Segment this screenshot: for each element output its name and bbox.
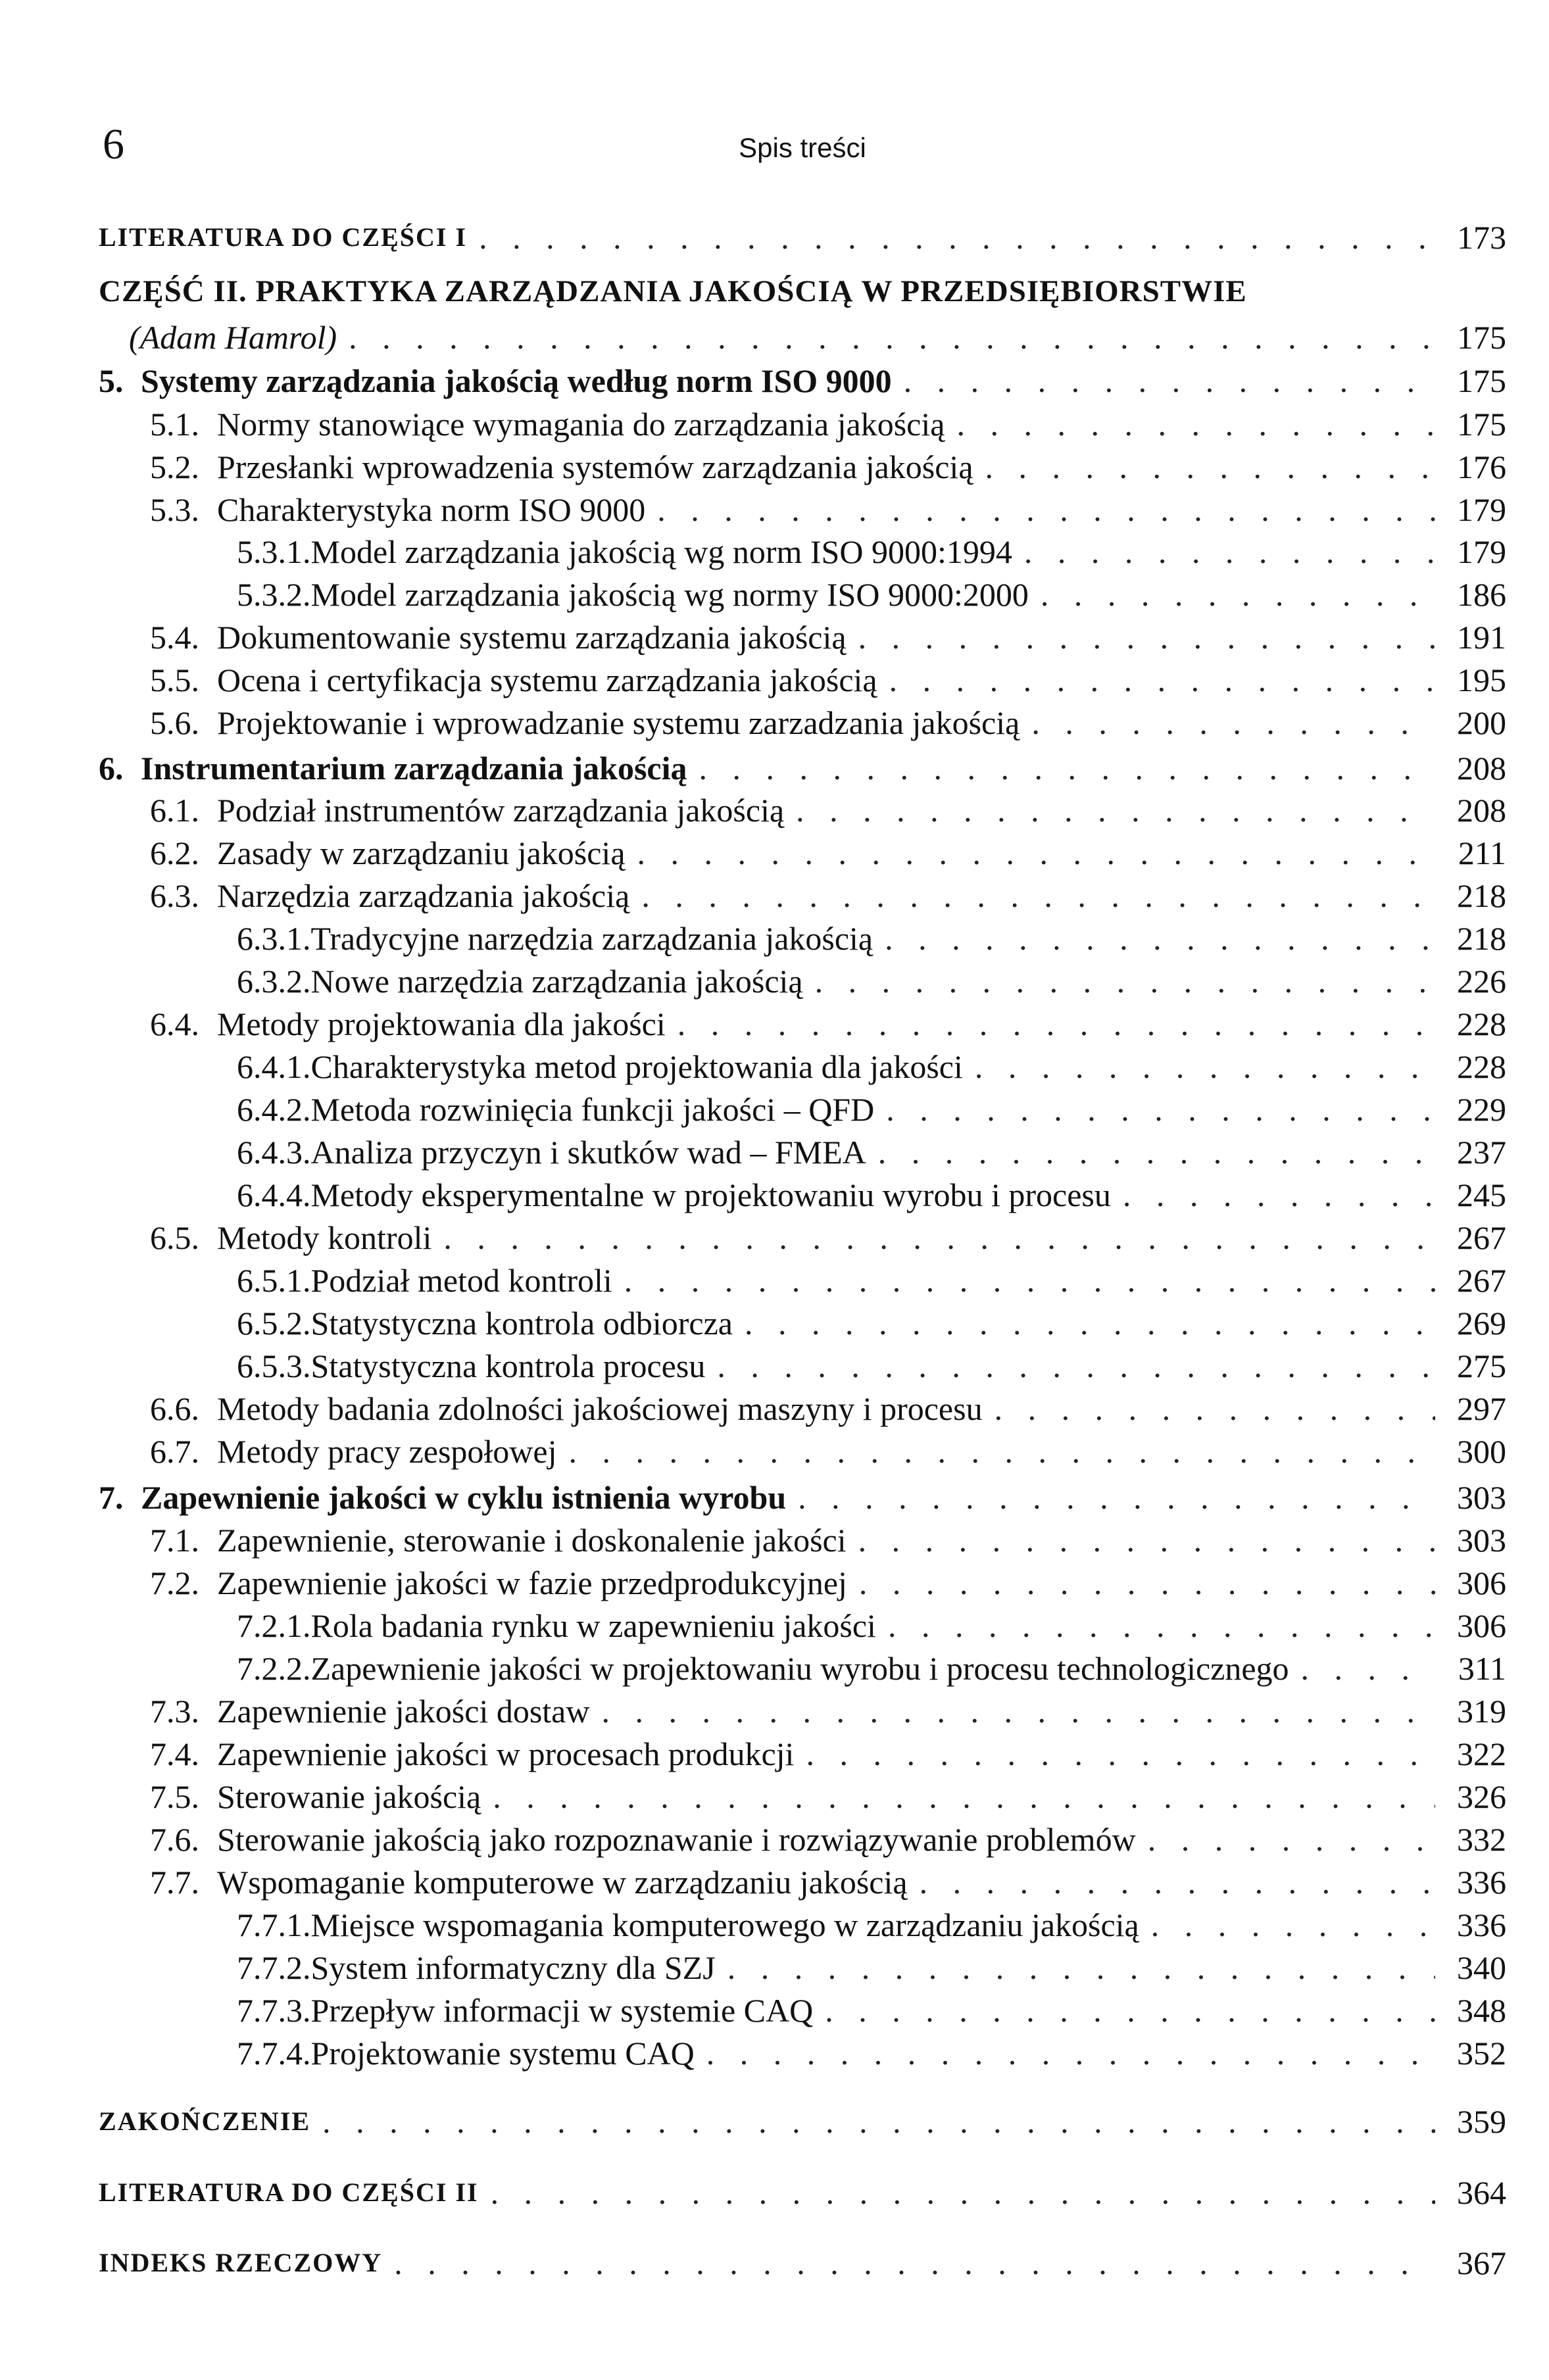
toc-page-number: 340: [1457, 1949, 1506, 1986]
section-number: 6.5.2.: [237, 1305, 311, 1342]
section-title: Model zarządzania jakością wg norm ISO 9000:1994: [310, 533, 1012, 570]
toc-page-number: 326: [1457, 1778, 1506, 1815]
section-title: Charakterystyka metod projektowania dla jakości: [310, 1048, 963, 1085]
toc-entry: [99, 874, 1506, 917]
dot-leader: [886, 1088, 1435, 1131]
toc-page-number: 352: [1457, 2035, 1506, 2072]
dot-leader: [1148, 1818, 1435, 1861]
toc-page-number: 332: [1457, 1821, 1506, 1858]
section-number: 7.1.: [150, 1522, 199, 1559]
section-title: Projektowanie systemu CAQ: [310, 2035, 695, 2072]
toc-entry: [99, 1259, 1506, 1302]
toc-entry: [99, 1647, 1506, 1690]
section-title: Przepływ informacji w systemie CAQ: [310, 1992, 814, 2029]
section-number: 7.7.3.: [237, 1992, 311, 2029]
section-title: Model zarządzania jakością wg normy ISO 9000:2000: [310, 576, 1029, 613]
toc-page-number: 229: [1457, 1091, 1506, 1128]
part-title: CZĘŚĆ II. PRAKTYKA ZARZĄDZANIA JAKOŚCIĄ W PRZEDSIĘBIORSTWIE: [99, 274, 1247, 308]
toc-page-number: 303: [1457, 1479, 1506, 1516]
section-title: Zapewnienie jakości w projektowaniu wyrobu i procesu technologicznego: [310, 1650, 1289, 1687]
section-title: Metody pracy zespołowej: [217, 1433, 557, 1470]
section-title: Podział metod kontroli: [310, 1262, 612, 1299]
section-title: Dokumentowanie systemu zarządzania jakością: [217, 619, 847, 656]
section-number: 6.1.: [150, 792, 199, 829]
section-number: 5.1.: [150, 406, 199, 443]
toc-page-number: 191: [1457, 619, 1506, 656]
toc-page-number: 200: [1457, 704, 1506, 741]
dot-leader: [1151, 1903, 1435, 1947]
section-number: 7.2.2.: [237, 1650, 311, 1687]
section-number: 5.3.2.: [237, 576, 311, 613]
toc-page-number: 228: [1457, 1006, 1506, 1042]
dot-leader: [745, 1301, 1435, 1345]
dot-leader: [1301, 1647, 1435, 1690]
dot-leader: [1024, 530, 1435, 573]
toc-page-number: 228: [1457, 1048, 1506, 1085]
section-number: 6.3.2.: [237, 963, 311, 1000]
dot-leader: [657, 488, 1435, 531]
chapter-number: 6.: [99, 750, 124, 787]
section-number: 6.4.1.: [237, 1048, 311, 1085]
toc-page-number: 322: [1457, 1736, 1506, 1772]
toc-entry: [99, 488, 1506, 531]
section-number: 7.6.: [150, 1821, 199, 1858]
section-number: 7.7.: [150, 1864, 199, 1901]
section-title: Statystyczna kontrola procesu: [310, 1348, 706, 1384]
section-number: 7.7.1.: [237, 1906, 311, 1943]
dot-leader: [859, 1561, 1435, 1605]
chapter-number: 5.: [99, 362, 124, 399]
section-title: Zapewnienie, sterowanie i doskonalenie jakości: [217, 1522, 847, 1559]
section-title: Tradycyjne narzędzia zarządzania jakością: [310, 920, 873, 957]
section-title: Nowe narzędzia zarządzania jakością: [310, 963, 803, 1000]
toc-page-number: 211: [1458, 835, 1506, 871]
toc-entry: [99, 530, 1506, 573]
dot-leader: [322, 2100, 1435, 2143]
toc-page-number: 186: [1457, 576, 1506, 613]
toc-page-number: 306: [1457, 1607, 1506, 1644]
section-number: 7.3.: [150, 1693, 199, 1730]
toc-page-number: 297: [1457, 1390, 1506, 1427]
toc-page-number: 179: [1457, 491, 1506, 528]
toc-page-number: 319: [1457, 1693, 1506, 1730]
dot-leader: [985, 445, 1435, 489]
dot-leader: [717, 1344, 1435, 1388]
dot-leader: [641, 874, 1435, 917]
toc-page-number: 267: [1457, 1262, 1506, 1299]
section-title: Zasady w zarządzaniu jakością: [217, 835, 626, 871]
section-number: 6.5.: [150, 1219, 199, 1256]
toc-chapter: [99, 746, 1506, 790]
dot-leader: [796, 789, 1435, 832]
toc-entry: [99, 316, 1506, 359]
toc-entry: [99, 1561, 1506, 1605]
running-title: Spis treści: [739, 132, 866, 163]
toc-entry: [99, 701, 1506, 744]
part-author: (Adam Hamrol): [129, 319, 337, 356]
toc-entry: [99, 1430, 1506, 1473]
dot-leader: [904, 359, 1435, 402]
toc-page-number: 269: [1457, 1305, 1506, 1342]
dot-leader: [956, 402, 1435, 446]
section-number: 5.5.: [150, 662, 199, 698]
toc-page-number: 364: [1457, 2174, 1506, 2211]
dot-leader: [699, 746, 1436, 790]
toc-page-number: 237: [1457, 1134, 1506, 1171]
toc-page-number: 267: [1457, 1219, 1506, 1256]
toc-page-number: 303: [1457, 1522, 1506, 1559]
section-title: Zapewnienie jakości dostaw: [217, 1693, 590, 1730]
toc-entry: [99, 917, 1506, 960]
dot-leader: [601, 1689, 1435, 1733]
toc-entry: [99, 402, 1506, 446]
toc-page-number: 179: [1457, 533, 1506, 570]
toc-entry: [99, 1344, 1506, 1388]
dot-leader: [394, 2241, 1435, 2285]
toc-entry-title: LITERATURA DO CZĘŚCI II: [99, 2177, 479, 2207]
dot-leader: [569, 1430, 1435, 1473]
dot-leader: [677, 1002, 1435, 1046]
toc-entry: [99, 445, 1506, 489]
section-number: 5.4.: [150, 619, 199, 656]
toc-entry-title: INDEKS RZECZOWY: [99, 2248, 383, 2277]
dot-leader: [349, 316, 1435, 359]
toc-entry: [99, 1088, 1506, 1131]
toc-entry: [99, 1732, 1506, 1776]
section-number: 6.6.: [150, 1390, 199, 1427]
toc-entry: [99, 1130, 1506, 1174]
toc-page-number: 208: [1457, 792, 1506, 829]
section-title: Sterowanie jakością jako rozpoznawanie i rozwiązywanie problemów: [217, 1821, 1136, 1858]
section-number: 7.7.2.: [237, 1949, 311, 1986]
section-number: 6.3.: [150, 877, 199, 914]
toc-page-number: 311: [1458, 1650, 1506, 1687]
section-title: Podział instrumentów zarządzania jakością: [217, 792, 785, 829]
toc-entry: [99, 959, 1506, 1003]
dot-leader: [858, 1518, 1435, 1562]
dot-leader: [888, 1604, 1435, 1647]
section-title: Ocena i certyfikacja systemu zarządzania jakością: [217, 662, 877, 698]
dot-leader: [815, 959, 1435, 1003]
toc-page-number: 173: [1457, 219, 1506, 256]
dot-leader: [920, 1860, 1435, 1904]
section-title: Metody eksperymentalne w projektowaniu wyrobu i procesu: [310, 1177, 1111, 1213]
toc-page-number: 226: [1457, 963, 1506, 1000]
section-title: Zapewnienie jakości w fazie przedprodukcyjnej: [217, 1565, 847, 1601]
toc-entry: [99, 1604, 1506, 1647]
dot-leader: [995, 1387, 1435, 1430]
chapter-title: 7. Zapewnienie jakości w cyklu istnienia wyrobu: [99, 1476, 786, 1519]
section-title: Narzędzia zarządzania jakością: [217, 877, 630, 914]
toc-page-number: 245: [1457, 1177, 1506, 1213]
toc-page-number: 218: [1457, 877, 1506, 914]
section-number: 7.5.: [150, 1778, 199, 1815]
dot-leader: [1123, 1173, 1435, 1217]
chapter-title: 6. Instrumentarium zarządzania jakością: [99, 746, 687, 790]
chapter-title: 5. Systemy zarządzania jakością według norm ISO 9000: [99, 359, 892, 402]
section-number: 6.3.1.: [237, 920, 311, 957]
section-title: Metody kontroli: [217, 1219, 432, 1256]
section-number: 6.4.2.: [237, 1091, 311, 1128]
section-title: Miejsce wspomagania komputerowego w zarządzaniu jakością: [310, 1906, 1139, 1943]
toc-entry-title: LITERATURA DO CZĘŚCI I: [99, 222, 468, 252]
section-title: Analiza przyczyn i skutków wad – FMEA: [310, 1134, 866, 1171]
toc-page-number: 195: [1457, 662, 1506, 698]
dot-leader: [443, 1216, 1435, 1259]
section-title: Metoda rozwinięcia funkcji jakości – QFD: [310, 1091, 875, 1128]
dot-leader: [491, 2171, 1435, 2214]
dot-leader: [1041, 573, 1435, 616]
toc-entry: [99, 2031, 1506, 2075]
dot-leader: [1031, 701, 1435, 744]
toc-page-number: 275: [1457, 1348, 1506, 1384]
toc-entry: [99, 2171, 1506, 2214]
page-number: 6: [103, 120, 124, 168]
toc-page-number: 300: [1457, 1433, 1506, 1470]
dot-leader: [858, 616, 1435, 659]
dot-leader: [825, 1989, 1435, 2032]
toc-entry: [99, 1689, 1506, 1733]
toc-page-number: 208: [1457, 750, 1506, 787]
toc-page-number: 175: [1457, 406, 1506, 443]
toc-entry: [99, 1989, 1506, 2032]
section-title: Metody badania zdolności jakościowej maszyny i procesu: [217, 1390, 983, 1427]
dot-leader: [798, 1476, 1435, 1519]
toc-page-number: 175: [1457, 362, 1506, 399]
toc-entry-title: ZAKOŃCZENIE: [99, 2106, 311, 2136]
toc-entry: [99, 1903, 1506, 1947]
toc-page-number: 348: [1457, 1992, 1506, 2029]
section-number: 7.7.4.: [237, 2035, 311, 2072]
section-title: Statystyczna kontrola odbiorcza: [310, 1305, 733, 1342]
dot-leader: [975, 1045, 1435, 1088]
dot-leader: [878, 1130, 1435, 1174]
toc-entry: [99, 573, 1506, 616]
section-number: 7.4.: [150, 1736, 199, 1772]
toc-page-number: 176: [1457, 449, 1506, 485]
toc-entry: [99, 216, 1506, 259]
page-header: [99, 118, 1506, 184]
toc-entry: [99, 831, 1506, 875]
section-number: 6.4.: [150, 1006, 199, 1042]
toc-entry: [99, 1173, 1506, 1217]
dot-leader: [624, 1259, 1435, 1302]
toc-entry: [99, 1860, 1506, 1904]
section-title: System informatyczny dla SZJ: [310, 1949, 716, 1986]
dot-leader: [885, 917, 1435, 960]
section-number: 6.7.: [150, 1433, 199, 1470]
section-number: 5.3.: [150, 491, 199, 528]
toc-entry: [99, 1946, 1506, 1989]
section-number: 6.4.3.: [237, 1134, 311, 1171]
dot-leader: [493, 1775, 1435, 1818]
toc-page-number: 367: [1457, 2245, 1506, 2281]
toc-entry: [99, 2100, 1506, 2143]
toc-entry: [99, 1301, 1506, 1345]
toc-entry: [99, 789, 1506, 832]
section-number: 5.6.: [150, 704, 199, 741]
section-title: Wspomaganie komputerowe w zarządzaniu jakością: [217, 1864, 908, 1901]
section-number: 7.2.1.: [237, 1607, 311, 1644]
toc-entry: [99, 1818, 1506, 1861]
section-number: 6.5.1.: [237, 1262, 311, 1299]
section-number: 5.3.1.: [237, 533, 311, 570]
toc-page-number: 306: [1457, 1565, 1506, 1601]
dot-leader: [806, 1732, 1435, 1776]
toc-entry: [99, 2241, 1506, 2285]
section-title: Charakterystyka norm ISO 9000: [217, 491, 646, 528]
section-number: 6.2.: [150, 835, 199, 871]
section-number: 6.5.3.: [237, 1348, 311, 1384]
section-title: Projektowanie i wprowadzanie systemu zarzadzania jakością: [217, 704, 1020, 741]
section-number: 6.4.4.: [237, 1177, 311, 1213]
toc-page-number: 175: [1457, 319, 1506, 356]
toc-chapter: [99, 1476, 1506, 1519]
toc-page-number: 336: [1457, 1906, 1506, 1943]
section-number: 5.2.: [150, 449, 199, 485]
dot-leader: [727, 1946, 1435, 1989]
toc-entry: [99, 1518, 1506, 1562]
dot-leader: [479, 216, 1435, 259]
chapter-number: 7.: [99, 1479, 124, 1516]
dot-leader: [637, 831, 1435, 875]
toc-page-number: 336: [1457, 1864, 1506, 1901]
toc-chapter: [99, 359, 1506, 402]
part-heading: [99, 270, 1506, 313]
toc-entry: [99, 1387, 1506, 1430]
toc-page-number: 359: [1457, 2103, 1506, 2140]
toc-entry: [99, 1775, 1506, 1818]
toc-page-number: 218: [1457, 920, 1506, 957]
toc-entry: [99, 1216, 1506, 1259]
toc-entry: [99, 1045, 1506, 1088]
section-title: Normy stanowiące wymagania do zarządzania jakością: [217, 406, 945, 443]
section-title: Przesłanki wprowadzenia systemów zarządzania jakością: [217, 449, 973, 485]
section-title: Zapewnienie jakości w procesach produkcji: [217, 1736, 795, 1772]
dot-leader: [889, 658, 1435, 702]
dot-leader: [706, 2031, 1435, 2075]
section-title: Rola badania rynku w zapewnieniu jakości: [310, 1607, 876, 1644]
section-title: Sterowanie jakością: [217, 1778, 481, 1815]
toc-entry: [99, 1002, 1506, 1046]
toc-entry: [99, 616, 1506, 659]
section-title: Metody projektowania dla jakości: [217, 1006, 666, 1042]
toc-entry: [99, 658, 1506, 702]
section-number: 7.2.: [150, 1565, 199, 1601]
